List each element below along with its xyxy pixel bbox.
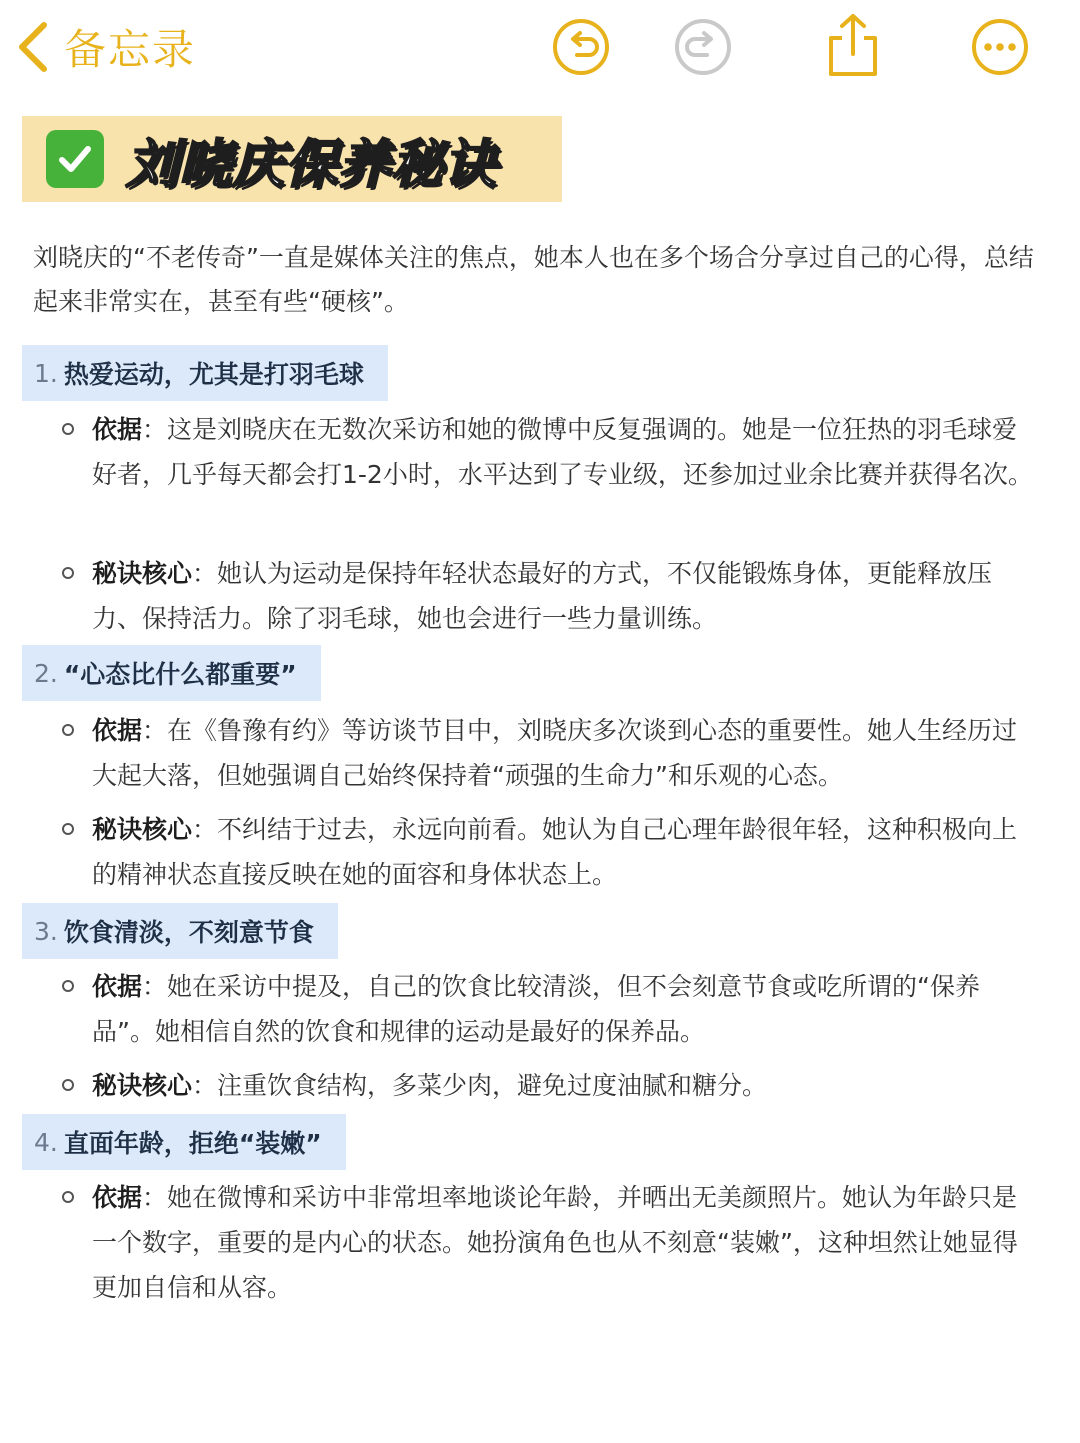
bullet-text: 这是刘晓庆在无数次采访和她的微博中反复强调的。她是一位狂热的羽毛球爱好者，几乎每天都会打1-2小时，水平达到了专业级，还参加过业余比赛并获得名次。 bbox=[92, 415, 1033, 489]
bullet-marker bbox=[62, 1079, 74, 1091]
undo-button[interactable] bbox=[551, 17, 611, 77]
section-title: 饮食清淡，不刻意节食 bbox=[63, 918, 314, 947]
list-item: 秘诀核心：她认为运动是保持年轻状态最好的方式，不仅能锻炼身体，更能释放压力、保持活力。除了羽毛球，她也会进行一些力量训练。 bbox=[92, 551, 1040, 641]
bullet-label: 秘诀核心 bbox=[92, 1071, 193, 1100]
section-heading-3 bbox=[22, 903, 338, 959]
back-label: 备忘录 bbox=[64, 25, 197, 74]
more-options-button[interactable] bbox=[970, 17, 1030, 77]
bullet-text: 在《鲁豫有约》等访谈节目中，刘晓庆多次谈到心态的重要性。她人生经历过大起大落，但她强调自己始终保持着“顽强的生命力”和乐观的心态。 bbox=[92, 716, 1018, 790]
bullet-marker bbox=[62, 823, 74, 835]
share-icon bbox=[822, 12, 884, 78]
redo-button[interactable] bbox=[673, 17, 733, 77]
section-heading-1 bbox=[22, 345, 388, 401]
list-item: 依据：这是刘晓庆在无数次采访和她的微博中反复强调的。她是一位狂热的羽毛球爱好者，几乎每天都会打1-2小时，水平达到了专业级，还参加过业余比赛并获得名次。 bbox=[92, 407, 1040, 497]
share-button[interactable] bbox=[822, 12, 884, 78]
title-banner bbox=[22, 116, 562, 202]
section-heading-2 bbox=[22, 645, 321, 701]
section-number: 3. bbox=[34, 916, 58, 946]
more-icon bbox=[970, 17, 1030, 77]
list-item: 秘诀核心：注重饮食结构，多菜少肉，避免过度油腻和糖分。 bbox=[92, 1063, 1040, 1108]
section-heading-4 bbox=[22, 1114, 346, 1170]
list-item: 依据：她在采访中提及，自己的饮食比较清淡，但不会刻意节食或吃所谓的“保养品”。她相信自然的饮食和规律的运动是最好的保养品。 bbox=[92, 964, 1040, 1054]
section-number: 1. bbox=[34, 358, 58, 388]
bullet-label: 秘诀核心 bbox=[92, 815, 193, 844]
bullet-text: 她在微博和采访中非常坦率地谈论年龄，并晒出无美颜照片。她认为年龄只是一个数字，重要的是内心的状态。她扮演角色也从不刻意“装嫩”，这种坦然让她显得更加自信和从容。 bbox=[92, 1183, 1018, 1302]
bullet-marker bbox=[62, 980, 74, 992]
section-title: 直面年龄，拒绝“装嫩” bbox=[63, 1129, 322, 1158]
section-number: 4. bbox=[34, 1127, 58, 1157]
section-title: “心态比什么都重要” bbox=[63, 660, 297, 689]
intro-paragraph: 刘晓庆的“不老传奇”一直是媒体关注的焦点，她本人也在多个场合分享过自己的心得，总结起来非常实在，甚至有些“硬核”。 bbox=[33, 243, 1034, 316]
check-mark-button-icon bbox=[46, 130, 104, 188]
bullet-marker bbox=[62, 724, 74, 736]
bullet-marker bbox=[62, 1191, 74, 1203]
back-button[interactable] bbox=[14, 14, 196, 80]
bullet-label: 秘诀核心 bbox=[92, 559, 193, 588]
bullet-text: 她认为运动是保持年轻状态最好的方式，不仅能锻炼身体，更能释放压力、保持活力。除了羽毛球，她也会进行一些力量训练。 bbox=[92, 559, 993, 633]
navigation-bar bbox=[0, 0, 1080, 96]
list-item: 依据：在《鲁豫有约》等访谈节目中，刘晓庆多次谈到心态的重要性。她人生经历过大起大落，但她强调自己始终保持着“顽强的生命力”和乐观的心态。 bbox=[92, 708, 1040, 798]
section-number: 2. bbox=[34, 658, 58, 688]
redo-icon bbox=[673, 17, 733, 77]
list-item: 依据：她在微博和采访中非常坦率地谈论年龄，并晒出无美颜照片。她认为年龄只是一个数字，重要的是内心的状态。她扮演角色也从不刻意“装嫩”，这种坦然让她显得更加自信和从容。 bbox=[92, 1175, 1040, 1310]
bullet-text: 不纠结于过去，永远向前看。她认为自己心理年龄很年轻，这种积极向上的精神状态直接反映在她的面容和身体状态上。 bbox=[92, 815, 1018, 889]
list-item: 秘诀核心：不纠结于过去，永远向前看。她认为自己心理年龄很年轻，这种积极向上的精神状态直接反映在她的面容和身体状态上。 bbox=[92, 807, 1040, 897]
chevron-left-icon bbox=[14, 21, 50, 73]
bullet-text: 她在采访中提及，自己的饮食比较清淡，但不会刻意节食或吃所谓的“保养品”。她相信自然的饮食和规律的运动是最好的保养品。 bbox=[92, 972, 980, 1046]
bullet-label: 依据 bbox=[92, 972, 143, 1001]
bullet-label: 依据 bbox=[92, 1183, 143, 1212]
section-title: 热爱运动，尤其是打羽毛球 bbox=[63, 360, 364, 389]
bullet-marker bbox=[62, 567, 74, 579]
note-title: 刘晓庆保养秘诀 bbox=[126, 134, 498, 195]
bullet-text: 注重饮食结构，多菜少肉，避免过度油腻和糖分。 bbox=[217, 1071, 768, 1100]
bullet-marker bbox=[62, 423, 74, 435]
undo-icon bbox=[551, 17, 611, 77]
bullet-label: 依据 bbox=[92, 415, 143, 444]
bullet-label: 依据 bbox=[92, 716, 143, 745]
